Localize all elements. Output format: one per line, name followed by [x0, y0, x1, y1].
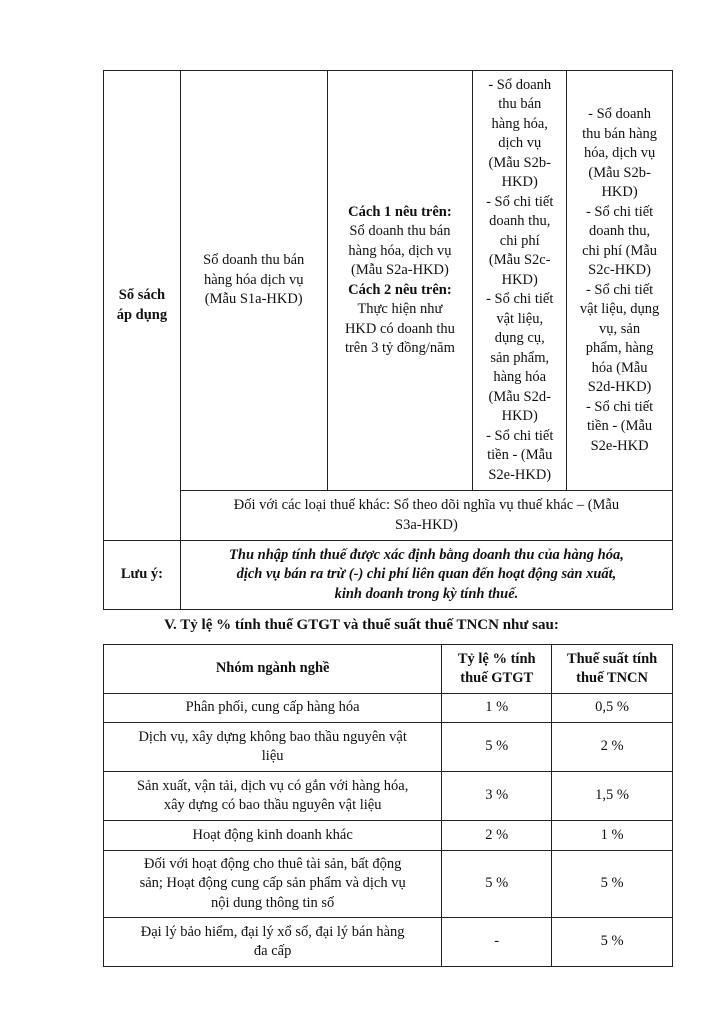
table-row: [104, 694, 673, 723]
books-cell-s2-list-b: - Sổ doanh thu bán hàng hóa, dịch vụ (Mẫu S2b- HKD) - Sổ chi tiết doanh thu, chi phí (Mẫu S2c-HKD) - Sổ chi tiết vật liệu, dụng vụ, sản phẩm, hàng hóa (Mẫu S2d-HKD) - Sổ chi tiết tiền - (Mẫu S2e-HKD: [567, 71, 673, 491]
books-cell-s2-list-a: - Sổ doanh thu bán hàng hóa, dịch vụ (Mẫu S2b- HKD) - Sổ chi tiết doanh thu, chi phí (Mẫu S2c- HKD) - Sổ chi tiết vật liệu, dụng cụ, sản phẩm, hàng hóa (Mẫu S2d- HKD) - Sổ chi tiết tiền - (Mẫu S2e-HKD): [473, 71, 567, 491]
pit-rate-cell: 0,5 %: [552, 694, 673, 723]
vat-rate-cell: 2 %: [442, 821, 552, 851]
table-row: [104, 918, 673, 967]
table-row: [104, 821, 673, 851]
row-label-books: Sổ sách áp dụng: [104, 71, 181, 541]
vat-rate-cell: 5 %: [442, 723, 552, 772]
note-text: Thu nhập tính thuế được xác định bằng doanh thu của hàng hóa, dịch vụ bán ra trừ (-) chi phí liên quan đến hoạt động sản xuất, kinh doanh trong kỳ tính thuế.: [180, 541, 672, 610]
pit-rate-cell: 5 %: [552, 851, 673, 918]
pit-rate-cell: 5 %: [552, 918, 673, 967]
pit-rate-cell: 1,5 %: [552, 772, 673, 821]
section-title: V. Tỷ lệ % tính thuế GTGT và thuế suất thuế TNCN như sau:: [164, 617, 559, 633]
industry-group-cell: Hoạt động kinh doanh khác: [104, 821, 442, 851]
industry-group-cell: Sản xuất, vận tải, dịch vụ có gắn với hàng hóa, xây dựng có bao thầu nguyên vật liệu: [104, 772, 442, 821]
header-pit-rate: Thuế suất tính thuế TNCN: [552, 645, 673, 694]
table-row: [104, 723, 673, 772]
vat-rate-cell: 3 %: [442, 772, 552, 821]
books-cell-s2a: Cách 1 nêu trên: Sổ doanh thu bán hàng hóa, dịch vụ (Mẫu S2a-HKD) Cách 2 nêu trên: Thực hiện như HKD có doanh thu trên 3 tỷ đồng/năm: [327, 71, 473, 491]
table-row: [104, 851, 673, 918]
accounting-books-table: [103, 70, 673, 610]
header-vat-rate: Tỷ lệ % tính thuế GTGT: [442, 645, 552, 694]
table-row: [104, 772, 673, 821]
industry-group-cell: Đối với hoạt động cho thuê tài sản, bất động sản; Hoạt động cung cấp sản phẩm và dịch vụ nội dung thông tin số: [104, 851, 442, 918]
pit-rate-cell: 1 %: [552, 821, 673, 851]
note-label: Lưu ý:: [104, 541, 181, 610]
industry-group-cell: Phân phối, cung cấp hàng hóa: [104, 694, 442, 723]
vat-rate-cell: 1 %: [442, 694, 552, 723]
pit-rate-cell: 2 %: [552, 723, 673, 772]
other-taxes-cell: Đối với các loại thuế khác: Sổ theo dõi nghĩa vụ thuế khác – (Mẫu S3a-HKD): [180, 491, 672, 541]
header-industry-group: Nhóm ngành nghề: [104, 645, 442, 694]
vat-rate-cell: 5 %: [442, 851, 552, 918]
books-cell-s1a: Sổ doanh thu bán hàng hóa dịch vụ (Mẫu S1a-HKD): [180, 71, 327, 491]
tax-rate-table: [103, 644, 673, 967]
industry-group-cell: Đại lý bảo hiểm, đại lý xổ số, đại lý bán hàng đa cấp: [104, 918, 442, 967]
industry-group-cell: Dịch vụ, xây dựng không bao thầu nguyên vật liệu: [104, 723, 442, 772]
vat-rate-cell: -: [442, 918, 552, 967]
